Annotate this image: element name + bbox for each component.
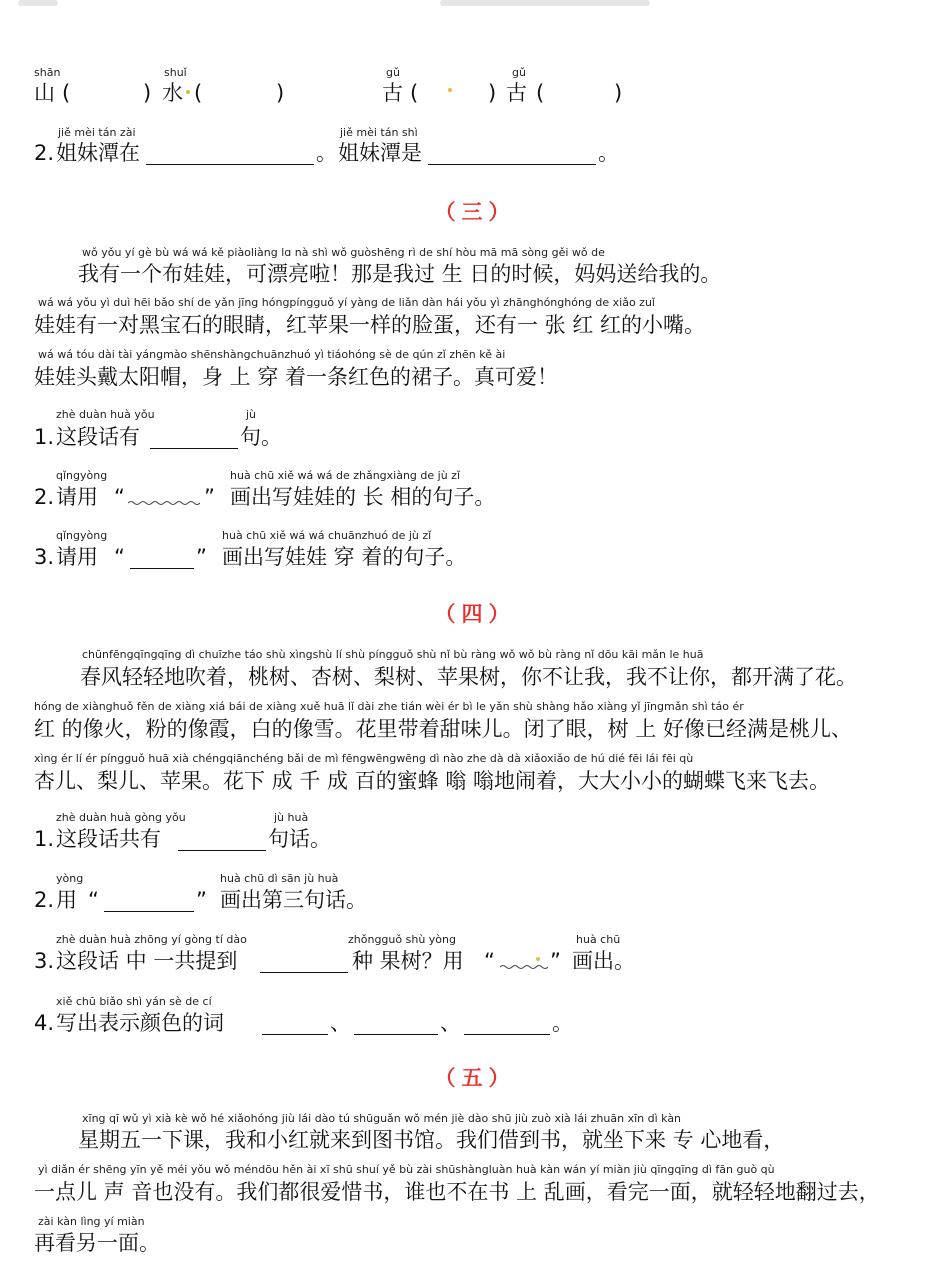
close-bracket: ) (143, 81, 152, 105)
wavy-line-symbol (500, 954, 548, 972)
question-number: 3. (34, 545, 55, 569)
section-heading-3: （三） (434, 200, 516, 224)
passage-line: 红 的像火，粉的像霞，白的像雪。花里带着甜味儿。闭了眼，树 上 好像已经满是桃儿、 (34, 717, 853, 741)
question-number: 4. (34, 1011, 55, 1035)
question-text: 姐妹潭是 (338, 141, 422, 165)
pinyin: yòng (56, 872, 84, 885)
pinyin: huà chū xiě wá wá de zhǎngxiàng de jù zǐ (230, 469, 461, 482)
scan-speck (448, 88, 452, 92)
question-text: 姐妹潭在 (56, 141, 140, 165)
question-number: 3. (34, 949, 55, 973)
answer-blank[interactable] (260, 952, 348, 973)
question-text: 句。 (240, 425, 282, 449)
period: 。 (316, 141, 337, 165)
passage-line: 杏儿、梨儿、苹果。花下 成 千 成 百的蜜蜂 嗡 嗡地闹着，大大小小的蝴蝶飞来飞去。 (34, 769, 831, 793)
pinyin: huà chū dì sān jù huà (220, 872, 339, 885)
question-text: 这段话共有 (56, 827, 161, 851)
pinyin: xīng qī wǔ yì xià kè wǒ hé xiǎohóng jiù lái dào tú shūguǎn wǒ mén jiè dào shū jiù zuò xià lái zhuān xīn dì kàn (82, 1112, 682, 1125)
close-bracket: ) (488, 81, 497, 105)
passage-line: 我有一个布娃娃，可漂亮啦！那是我过 生 日的时候，妈妈送给我的。 (78, 262, 722, 286)
question-text: 画出。 (572, 949, 635, 973)
open-bracket: ( (194, 81, 203, 105)
question-text: 种 果树？用 (352, 949, 464, 973)
question-text: 用 (56, 888, 77, 912)
pinyin: zhè duàn huà gòng yǒu (56, 811, 186, 824)
section-heading-5: （五） (434, 1066, 516, 1090)
question-text: 画出写娃娃的 长 相的句子。 (230, 485, 496, 509)
passage-line: 娃娃有一对黑宝石的眼睛，红苹果一样的脸蛋，还有一 张 红 红的小嘴。 (34, 313, 706, 337)
question-number: 2. (34, 485, 55, 509)
passage-line: 再看另一面。 (34, 1231, 160, 1255)
open-bracket: ( (410, 81, 419, 105)
pinyin: xiě chū biǎo shì yán sè de cí (56, 995, 212, 1008)
pinyin: jiě mèi tán shì (340, 126, 418, 139)
answer-blank[interactable] (146, 144, 314, 165)
pinyin: jù (246, 408, 257, 421)
char-shan: 山 (34, 81, 55, 105)
answer-blank[interactable] (178, 830, 266, 851)
open-quote: “ (88, 888, 99, 912)
question-number: 1. (34, 425, 55, 449)
answer-blank[interactable] (262, 1014, 328, 1035)
wavy-line-symbol (128, 490, 200, 508)
pinyin: zhè duàn huà yǒu (56, 408, 155, 421)
answer-blank[interactable] (464, 1014, 550, 1035)
close-bracket: ) (276, 81, 285, 105)
question-number: 2. (34, 141, 55, 165)
pinyin: chūnfēngqīngqīng dì chuīzhe táo shù xìngshù lí shù píngguǒ shù nǐ bù ràng wǒ wǒ bù ràng nǐ dōu kāi mǎn le huā (82, 648, 704, 661)
question-text: 写出表示颜色的词 (56, 1011, 224, 1035)
question-text: 请用 (56, 545, 98, 569)
question-number: 2. (34, 888, 55, 912)
period: 。 (552, 1011, 573, 1035)
pinyin: wá wá yǒu yì duì hēi bǎo shí de yǎn jīng hóngpíngguǒ yí yàng de liǎn dàn hái yǒu yì zhānghónghóng de xiǎo zuǐ (38, 296, 655, 309)
passage-line: 一点儿 声 音也没有。我们都很爱惜书，谁也不在书 上 乱画，看完一面，就轻轻地翻过去， (34, 1180, 880, 1204)
pinyin: shān (34, 66, 61, 79)
passage-line: 娃娃头戴太阳帽，身 上 穿 着一条红色的裙子。真可爱！ (34, 365, 559, 389)
open-bracket: ( (536, 81, 545, 105)
pinyin: shuǐ (164, 66, 187, 79)
straight-line-symbol (104, 891, 194, 912)
close-bracket: ) (614, 81, 623, 105)
char-gu: 古 (506, 81, 527, 105)
scan-edge-mark (18, 0, 58, 6)
scan-speck (536, 957, 540, 961)
separator: 、 (330, 1011, 351, 1035)
pinyin: qǐngyòng (56, 529, 108, 542)
question-number: 1. (34, 827, 55, 851)
open-quote: “ (114, 545, 125, 569)
char-gu: 古 (382, 81, 403, 105)
question-text: 画出第三句话。 (220, 888, 367, 912)
close-quote: ” (196, 545, 207, 569)
pinyin: wá wá tóu dài tài yángmào shēnshàngchuānzhuó yì tiáohóng sè de qún zǐ zhēn kě ài (38, 348, 506, 361)
separator: 、 (440, 1011, 461, 1035)
pinyin: xìng ér lí ér píngguǒ huā xià chéngqiānchéng bǎi de mì fēngwēngwēng dì nào zhe dà dà xiǎoxiǎo de hú dié fēi lái fēi qù (34, 752, 694, 765)
passage-line: 春风轻轻地吹着，桃树、杏树、梨树、苹果树，你不让我，我不让你，都开满了花。 (80, 665, 857, 689)
close-quote: ” (204, 485, 215, 509)
question-text: 画出写娃娃 穿 着的句子。 (222, 545, 467, 569)
pinyin: huà chū xiě wá wá chuānzhuó de jù zǐ (222, 529, 432, 542)
question-text: 这段话有 (56, 425, 140, 449)
pinyin: yì diǎn ér shēng yīn yě méi yǒu wǒ méndōu hěn ài xī shū shuí yě bù zài shūshàngluàn huà kàn wán yí miàn jiù qīngqīng dì fān guò qù (38, 1163, 775, 1176)
straight-line-symbol (130, 548, 194, 569)
open-quote: “ (114, 485, 125, 509)
period: 。 (598, 141, 619, 165)
open-quote: “ (484, 949, 495, 973)
pinyin: gǔ (386, 66, 400, 79)
scan-edge-mark (440, 0, 650, 6)
pinyin: wǒ yǒu yí gè bù wá wá kě piàoliàng lɑ nà shì wǒ guòshēng rì de shí hòu mā mā sòng gěi wǒ de (82, 246, 605, 259)
close-quote: ” (550, 949, 561, 973)
passage-line: 星期五一下课，我和小红就来到图书馆。我们借到书，就坐下来 专 心地看， (78, 1128, 785, 1152)
section-heading-4: （四） (434, 602, 516, 626)
pinyin: zhè duàn huà zhōng yí gòng tí dào (56, 933, 247, 946)
pinyin: qǐngyòng (56, 469, 108, 482)
char-shui: 水 (162, 81, 183, 105)
pinyin: gǔ (512, 66, 526, 79)
close-quote: ” (196, 888, 207, 912)
answer-blank[interactable] (150, 428, 238, 449)
pinyin: jù huà (274, 811, 309, 824)
answer-blank[interactable] (354, 1014, 438, 1035)
pinyin: zài kàn lìng yí miàn (38, 1215, 145, 1228)
question-text: 这段话 中 一共提到 (56, 949, 238, 973)
pinyin: zhǒngguǒ shù yòng (348, 933, 456, 946)
pinyin: hóng de xiànghuǒ fěn de xiàng xiá bái de xiàng xuě huā lǐ dài zhe tián wèi ér bì le yǎn shù shàng hǎo xiàng yǐ jīngmǎn shì táo ér (34, 700, 744, 713)
question-text: 请用 (56, 485, 98, 509)
question-text: 句话。 (268, 827, 331, 851)
open-bracket: ( (62, 81, 71, 105)
answer-blank[interactable] (428, 144, 596, 165)
scan-speck (186, 90, 190, 94)
pinyin: huà chū (576, 933, 621, 946)
pinyin: jiě mèi tán zài (58, 126, 136, 139)
